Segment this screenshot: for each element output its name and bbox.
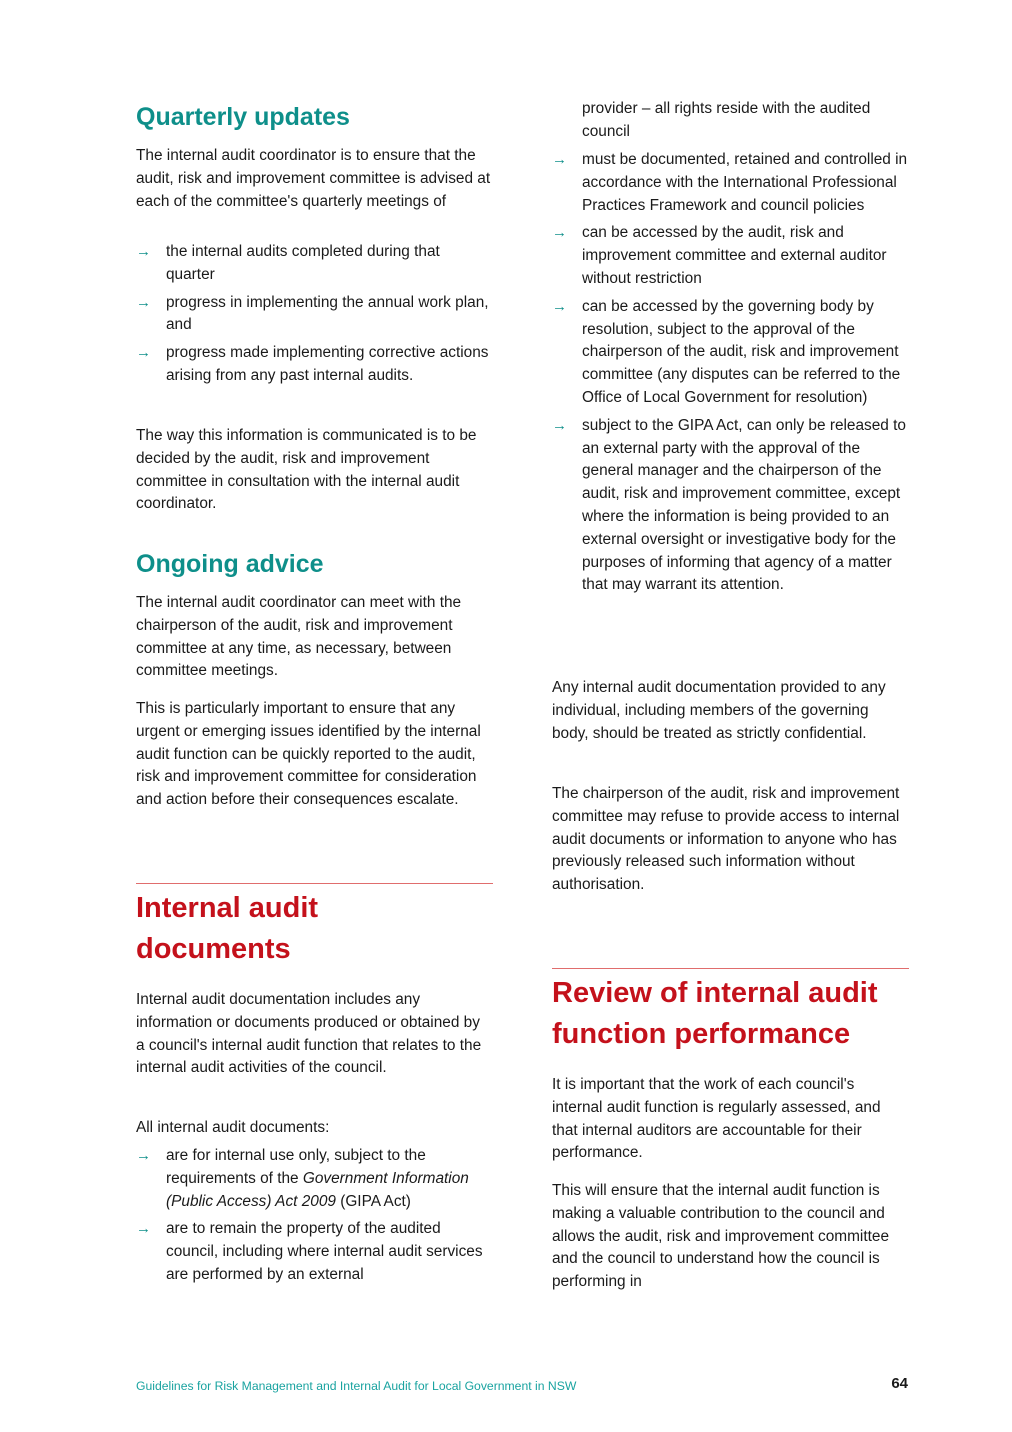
arrow-bullet-icon: → <box>552 297 567 315</box>
footer-title: Guidelines for Risk Management and Internal Audit for Local Government in NSW <box>136 1379 577 1393</box>
review-para-2: This will ensure that the internal audit function is making a valuable contribution to the council and allows the audit, risk and improvement committee and the council to understand how the council is performing in <box>552 1182 890 1291</box>
documents-list-part-2 <box>552 149 908 602</box>
arrow-bullet-icon: → <box>552 151 567 168</box>
documents-confidential-para: Any internal audit documentation provided to any individual, including members of the governing body, should be treated as strictly confidential. <box>552 679 886 742</box>
section-divider <box>136 883 493 884</box>
review-para-1: It is important that the work of each council's internal audit function is regularly assessed, and that internal auditors are accountable for their performance. <box>552 1076 881 1162</box>
page-footer <box>136 1377 908 1397</box>
quarterly-closing: The way this information is communicated is to be decided by the audit, risk and improvement committee in consultation with the internal audit coordinator. <box>136 427 477 513</box>
quarterly-list <box>136 241 492 393</box>
internal-audit-documents-heading: Internal audit documents <box>136 892 319 965</box>
arrow-bullet-icon: → <box>136 344 151 362</box>
list-item: → must be documented, retained and controlled in accordance with the International Professional Practices Framework and council policies <box>552 151 908 214</box>
review-performance-heading: Review of internal audit function performance <box>552 977 878 1050</box>
quarterly-intro: The internal audit coordinator is to ensure that the audit, risk and improvement committee is advised at each of the committee's quarterly meetings of <box>136 147 491 210</box>
arrow-bullet-icon: → <box>136 1147 151 1164</box>
arrow-bullet-icon: → <box>136 293 151 311</box>
ongoing-para-2: This is particularly important to ensure that any urgent or emerging issues identified by the internal audit function can be quickly reported to the audit, risk and improvement committee for consideration and action before their consequences escalate. <box>136 700 481 809</box>
list-item: → subject to the GIPA Act, can only be released to an external party with the approval of the general manager and the chairperson of the audit, risk and improvement committee, except where the information is being provided to an external oversight or investigative body for the purposes of informing that agency of a matter that may warrant its attention. <box>552 416 906 594</box>
documents-list-part-1 <box>136 1145 492 1292</box>
list-item: → can be accessed by the audit, risk and improvement committee and external auditor without restriction <box>552 224 887 287</box>
list-item: → progress made implementing corrective actions arising from any past internal audits. <box>136 344 489 384</box>
arrow-bullet-icon: → <box>136 1220 151 1238</box>
section-divider <box>552 968 909 969</box>
ongoing-para-1: The internal audit coordinator can meet with the chairperson of the audit, risk and improvement committee at any time, as necessary, between committee meetings. <box>136 594 462 680</box>
list-item: → the internal audits completed during that quarter <box>136 243 440 283</box>
list-item: → progress in implementing the annual work plan, and <box>136 293 489 334</box>
quarterly-updates-heading: Quarterly updates <box>136 103 350 131</box>
list-item: → can be accessed by the governing body by resolution, subject to the approval of the chairperson of the audit, risk and improvement committee (any disputes can be referred to the Office of Local Government for resolution) <box>552 297 901 406</box>
list-item: → are to remain the property of the audited council, including where internal audit services are performed by an external <box>136 1220 483 1283</box>
page-number: 64 <box>891 1375 908 1392</box>
arrow-bullet-icon: → <box>552 224 567 242</box>
arrow-bullet-icon: → <box>136 243 151 260</box>
ongoing-advice-heading: Ongoing advice <box>136 550 324 578</box>
documents-intro: Internal audit documentation includes any information or documents produced or obtained by a council's internal audit function that relates to the internal audit activities of the council. <box>136 991 482 1077</box>
arrow-bullet-icon: → <box>552 416 567 434</box>
documents-list-continued: provider – all rights reside with the audited council <box>582 100 871 140</box>
documents-refuse-para: The chairperson of the audit, risk and improvement committee may refuse to provide access to internal audit documents or information to anyone who has previously released such information without authorisation. <box>552 785 900 894</box>
documents-list-intro: All internal audit documents: <box>136 1119 330 1136</box>
list-item: → are for internal use only, subject to the requirements of the Government Information (Public Access) Act 2009 (GIPA Act) <box>136 1147 469 1210</box>
